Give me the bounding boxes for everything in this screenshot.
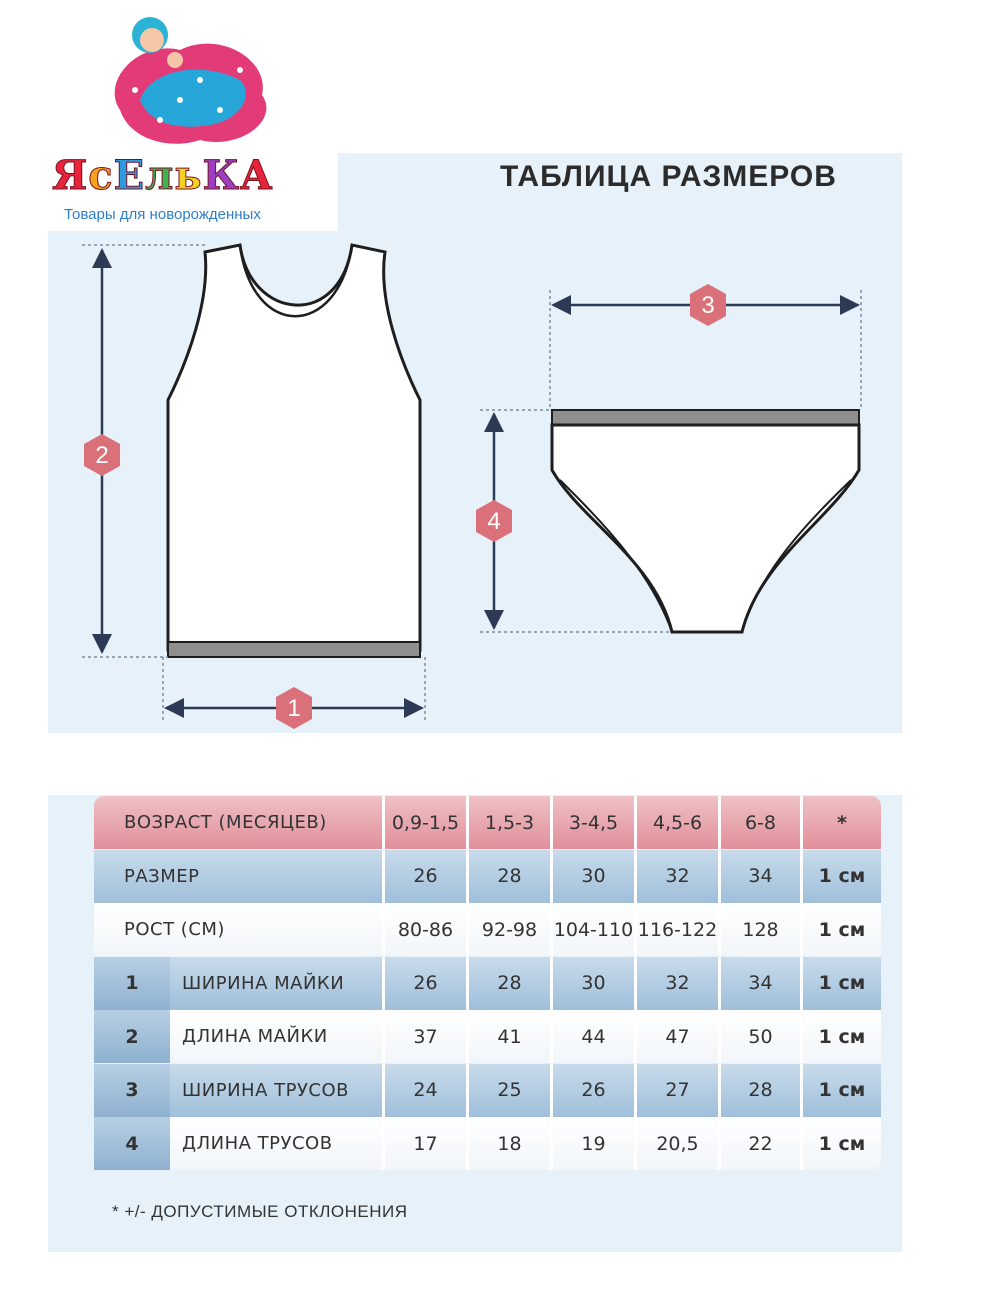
table-row bbox=[94, 1010, 881, 1063]
header-label: ВОЗРАСТ (МЕСЯЦЕВ) bbox=[124, 812, 327, 833]
table-row bbox=[94, 1117, 881, 1170]
table-cell: 28 bbox=[466, 850, 550, 903]
table-cell: 1 см bbox=[800, 957, 881, 1010]
row-number: 4 bbox=[94, 1117, 170, 1170]
marker-3-label: 3 bbox=[701, 292, 715, 319]
briefs-drawing bbox=[552, 410, 859, 632]
table-cell: 26 bbox=[382, 957, 466, 1010]
marker-2-label: 2 bbox=[95, 442, 109, 469]
table-cell: 34 bbox=[718, 850, 800, 903]
row-number: 2 bbox=[94, 1010, 170, 1063]
table-cell: 20,5 bbox=[634, 1117, 718, 1170]
table-cell: 34 bbox=[718, 957, 800, 1010]
row-number: 3 bbox=[94, 1064, 170, 1117]
marker-4 bbox=[476, 500, 512, 542]
header-cell: 6-8 bbox=[718, 796, 800, 849]
table-cell: 26 bbox=[550, 1064, 634, 1117]
table-cell: 27 bbox=[634, 1064, 718, 1117]
table-cell: 41 bbox=[466, 1010, 550, 1063]
table-cell: 1 см bbox=[800, 903, 881, 956]
brand-letter: К bbox=[202, 152, 240, 199]
table-row bbox=[94, 850, 881, 903]
table-cell: 17 bbox=[382, 1117, 466, 1170]
table-row bbox=[94, 1064, 881, 1117]
marker-4-label: 4 bbox=[487, 508, 501, 535]
table-cell: 1 см bbox=[800, 1064, 881, 1117]
table-row bbox=[94, 957, 881, 1010]
marker-1-label: 1 bbox=[287, 695, 301, 722]
brand-letter: с bbox=[88, 152, 114, 199]
brand-letter: ь bbox=[174, 152, 203, 199]
table-row bbox=[94, 903, 881, 956]
table-cell: 116-122 bbox=[634, 903, 718, 956]
row-label: ШИРИНА МАЙКИ bbox=[182, 972, 345, 994]
table-cell: 25 bbox=[466, 1064, 550, 1117]
table-cell: 44 bbox=[550, 1010, 634, 1063]
table-cell: 50 bbox=[718, 1010, 800, 1063]
marker-3 bbox=[690, 284, 726, 326]
table-cell: 28 bbox=[718, 1064, 800, 1117]
header-cell: 3-4,5 bbox=[550, 796, 634, 849]
table-cell: 104-110 bbox=[550, 903, 634, 956]
table-cell: 37 bbox=[382, 1010, 466, 1063]
table-cell: 19 bbox=[550, 1117, 634, 1170]
header-cell: 0,9-1,5 bbox=[382, 796, 466, 849]
table-cell: 1 см bbox=[800, 1117, 881, 1170]
table-cell: 47 bbox=[634, 1010, 718, 1063]
row-label: РАЗМЕР bbox=[124, 865, 200, 887]
brand-letter: л bbox=[145, 152, 175, 199]
page-title: ТАБЛИЦА РАЗМЕРОВ bbox=[500, 160, 837, 193]
brand-tagline: Товары для новорожденных bbox=[64, 206, 261, 223]
table-cell: 92-98 bbox=[466, 903, 550, 956]
table-cell: 80-86 bbox=[382, 903, 466, 956]
row-label: РОСТ (СМ) bbox=[124, 919, 225, 940]
row-label: ДЛИНА МАЙКИ bbox=[182, 1026, 328, 1047]
table-cell: 28 bbox=[466, 957, 550, 1010]
marker-1 bbox=[276, 687, 312, 729]
table-cell: 32 bbox=[634, 957, 718, 1010]
table-cell: 26 bbox=[382, 850, 466, 903]
brand-letter: А bbox=[239, 152, 274, 199]
table-cell: 22 bbox=[718, 1117, 800, 1170]
table-cell: 1 см bbox=[800, 850, 881, 903]
row-label: ДЛИНА ТРУСОВ bbox=[182, 1133, 333, 1154]
marker-2 bbox=[84, 434, 120, 476]
table-header-row bbox=[94, 796, 881, 849]
table-cell: 32 bbox=[634, 850, 718, 903]
table-cell: 128 bbox=[718, 903, 800, 956]
tank-top-drawing bbox=[168, 245, 420, 657]
table-cell: 24 bbox=[382, 1064, 466, 1117]
table-cell: 30 bbox=[550, 850, 634, 903]
header-cell: * bbox=[800, 796, 881, 849]
row-label: ШИРИНА ТРУСОВ bbox=[182, 1079, 350, 1101]
brand-letter: Я bbox=[52, 152, 89, 199]
table-cell: 1 см bbox=[800, 1010, 881, 1063]
table-cell: 18 bbox=[466, 1117, 550, 1170]
table-cell: 30 bbox=[550, 957, 634, 1010]
header-cell: 1,5-3 bbox=[466, 796, 550, 849]
header-cell: 4,5-6 bbox=[634, 796, 718, 849]
brand-letter: Е bbox=[113, 152, 146, 199]
footnote: * +/- ДОПУСТИМЫЕ ОТКЛОНЕНИЯ bbox=[112, 1202, 408, 1221]
row-number: 1 bbox=[94, 957, 170, 1010]
